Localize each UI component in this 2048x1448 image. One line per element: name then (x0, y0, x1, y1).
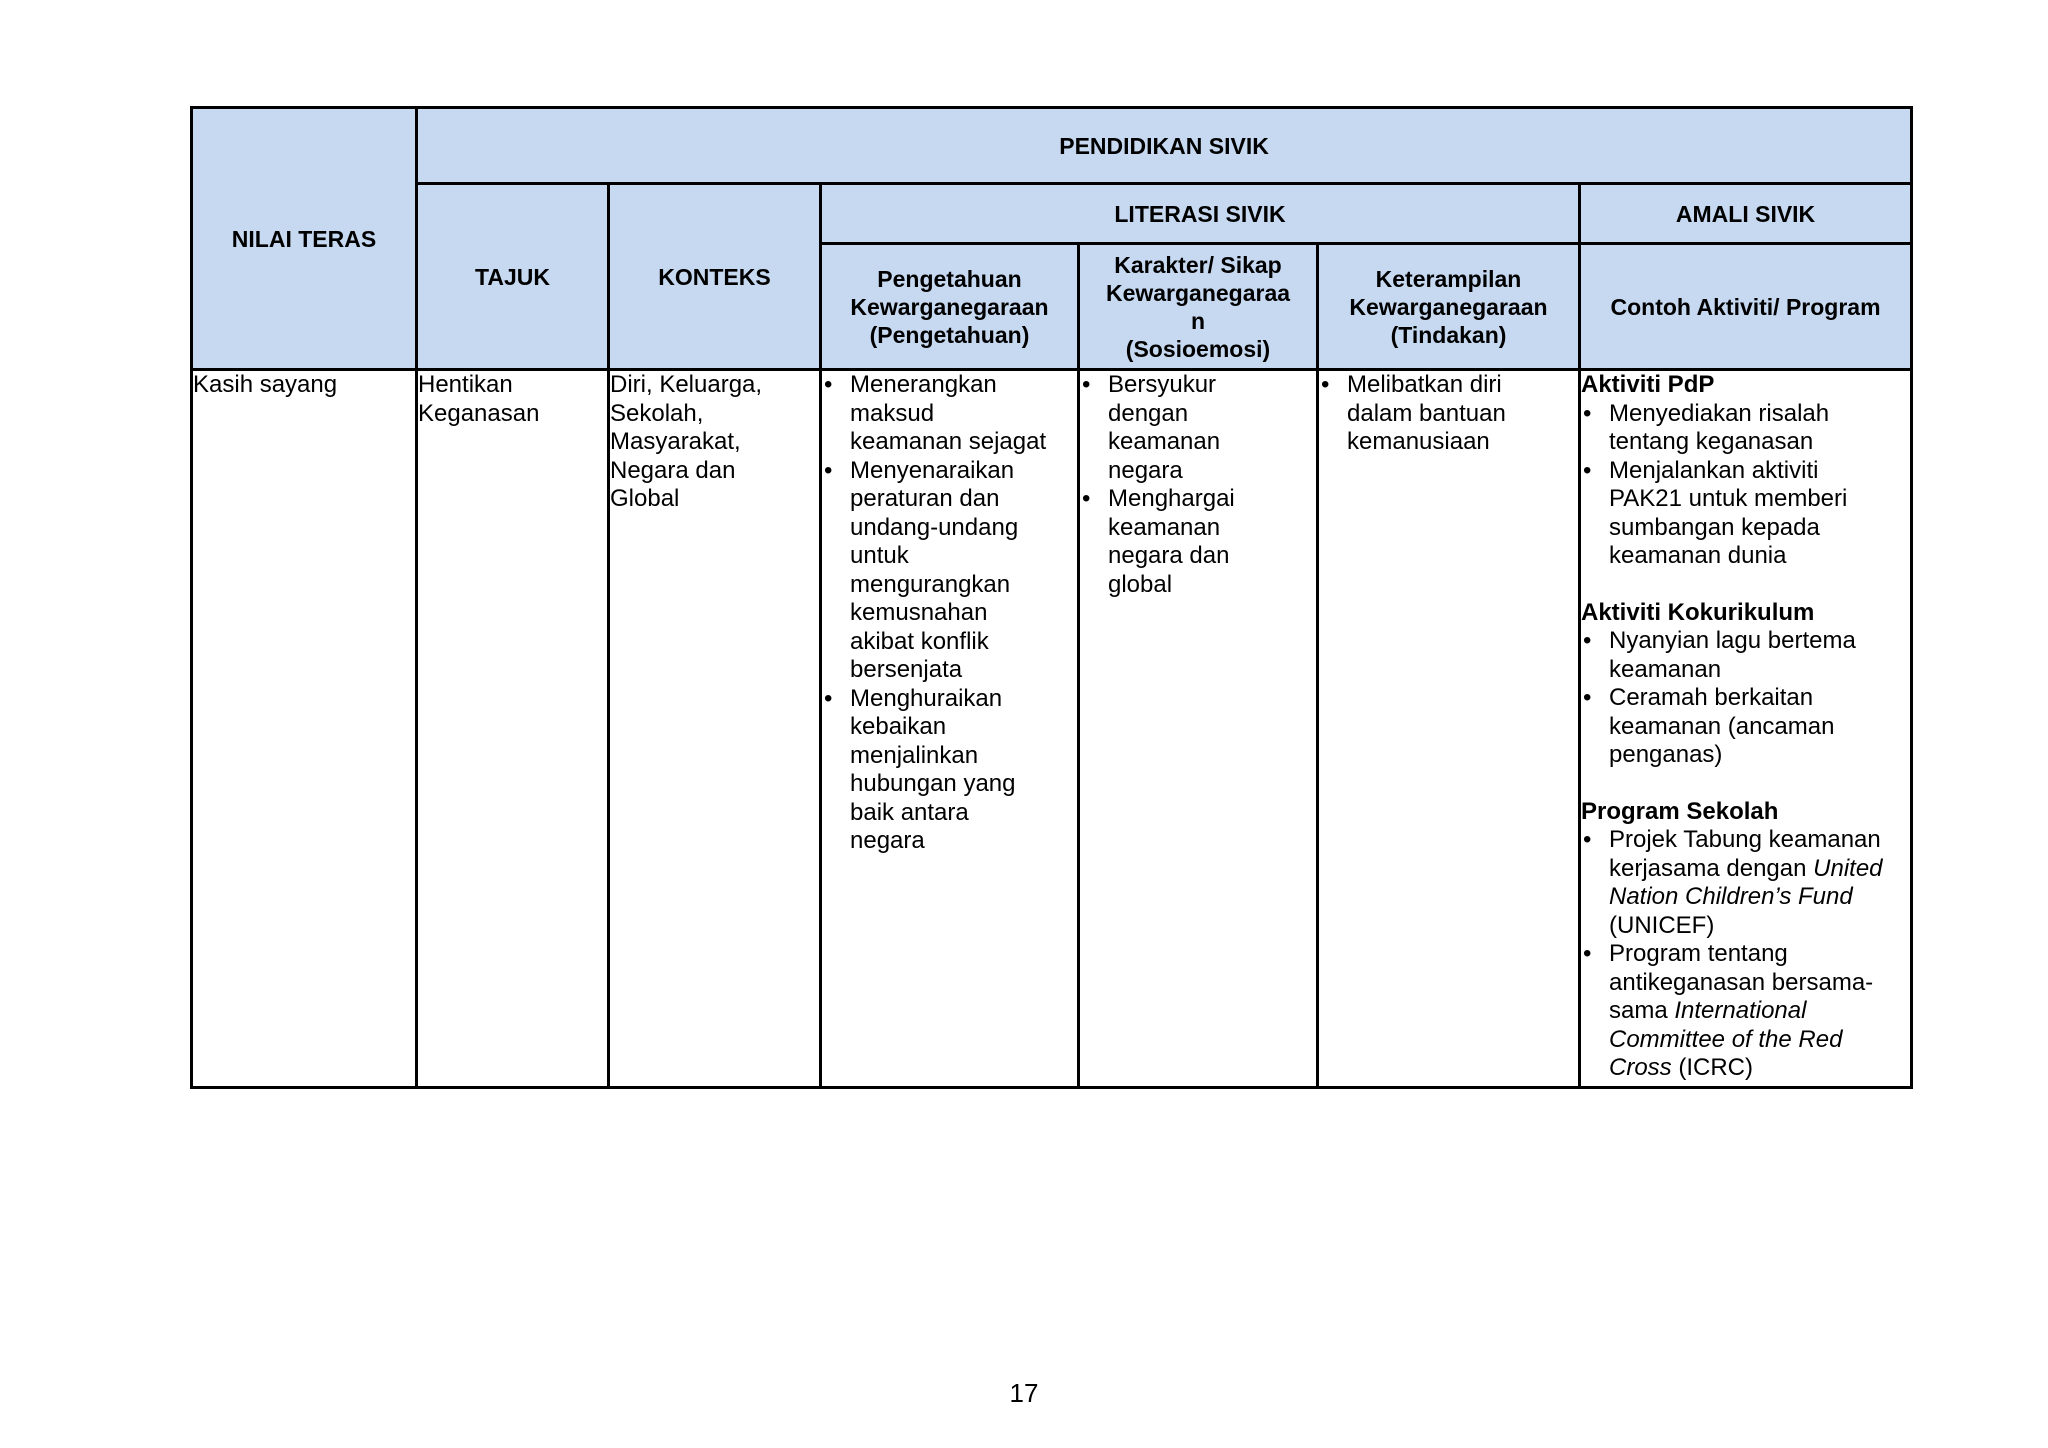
italic-run: Nation Children’s Fund (1609, 883, 1853, 910)
header-line: Pengetahuan (877, 265, 1022, 292)
item-line: antikeganasan bersama- (1609, 968, 1874, 996)
item-line: menjalinkan (850, 741, 979, 769)
item-line: keamanan sejagat (850, 428, 1047, 455)
header-line: Kewarganegaraan (1349, 293, 1548, 320)
item-line (1609, 1054, 1910, 1083)
civics-table (190, 106, 1913, 1089)
item-line: sumbangan kepada (1609, 513, 1820, 541)
item-line: • Menerangkan (850, 371, 997, 398)
item-line: keamanan dunia (1609, 542, 1787, 569)
item-line: dengan (1108, 399, 1189, 427)
italic-run: International (1674, 997, 1807, 1024)
header-karakter (1079, 244, 1318, 370)
nilai-teras-value: Kasih sayang (193, 371, 338, 398)
text-run: kerjasama dengan (1609, 854, 1814, 882)
list-item (1319, 371, 1578, 457)
list-item (1581, 457, 1910, 571)
list-item (1581, 940, 1910, 1083)
item-line: baik antara (850, 798, 969, 826)
item-line: • Program tentang (1609, 940, 1788, 967)
item-line: • Menghuraikan (850, 684, 1003, 712)
list-item (822, 457, 1077, 685)
cell-pengetahuan (821, 370, 1079, 1088)
item-line: • Menyediakan risalah (1609, 399, 1830, 427)
item-line (1609, 997, 1910, 1026)
item-line: • Projek Tabung keamanan (1609, 826, 1881, 853)
item-line: • Nyanyian lagu bertema (1609, 627, 1856, 654)
header-line: Kewarganegaraa (1105, 279, 1291, 306)
header-line: n (1190, 307, 1206, 334)
karakter-list (1080, 371, 1316, 599)
header-pendidikan-sivik: PENDIDIKAN SIVIK (417, 108, 1912, 184)
konteks-line: Diri, Keluarga, (610, 371, 763, 398)
header-line: Karakter/ Sikap (1114, 251, 1282, 278)
item-line: mengurangkan (850, 570, 1011, 598)
text-run: sama (1609, 997, 1675, 1024)
list-item (1080, 485, 1316, 599)
header-line: Keterampilan (1375, 265, 1522, 292)
page-number: 17 (1009, 1378, 1039, 1408)
item-line: keamanan (1609, 655, 1722, 683)
section-heading-pdp: Aktiviti PdP (1581, 371, 1715, 398)
item-line: dalam bantuan (1347, 399, 1506, 427)
header-literasi-sivik: LITERASI SIVIK (821, 184, 1580, 244)
italic-run: Committee of the Red (1609, 1025, 1843, 1053)
header-pengetahuan (821, 244, 1079, 370)
item-line: • Menyenaraikan (850, 456, 1015, 484)
list-item (1581, 627, 1910, 684)
header-line: (Tindakan) (1390, 321, 1507, 348)
item-line: • Ceramah berkaitan (1609, 684, 1814, 711)
item-line: keamanan (ancaman (1609, 712, 1835, 740)
item-line: bersenjata (850, 656, 963, 683)
item-line: global (1108, 570, 1173, 598)
header-line: (Sosioemosi) (1125, 335, 1271, 362)
header-tajuk: TAJUK (417, 184, 609, 370)
cell-karakter (1079, 370, 1318, 1088)
header-line: (Pengetahuan) (869, 321, 1030, 348)
section-spacer (1581, 770, 1910, 798)
konteks-line: Sekolah, (610, 399, 704, 427)
sekolah-list (1581, 826, 1910, 1083)
item-line: • Menghargai (1108, 485, 1235, 512)
item-line: penganas) (1609, 741, 1723, 768)
item-line: kebaikan (850, 713, 947, 740)
section-heading-kokurikulum: Aktiviti Kokurikulum (1581, 598, 1815, 626)
item-line: • Melibatkan diri (1347, 371, 1502, 398)
item-line (1609, 1026, 1910, 1055)
cell-tajuk (417, 370, 609, 1088)
tajuk-line: Hentikan (418, 371, 513, 398)
item-line: negara dan (1108, 542, 1230, 569)
list-item (1581, 400, 1910, 457)
item-line: hubungan yang (850, 770, 1016, 797)
section-spacer (1581, 571, 1910, 599)
item-line: kemusnahan (850, 599, 988, 626)
header-contoh-aktiviti: Contoh Aktiviti/ Program (1580, 244, 1912, 370)
konteks-line: Masyarakat, (610, 428, 741, 455)
section-heading-sekolah: Program Sekolah (1581, 797, 1779, 825)
item-line (1609, 855, 1910, 884)
list-item (1581, 684, 1910, 770)
header-konteks: KONTEKS (609, 184, 821, 370)
italic-run: Cross (1609, 1054, 1672, 1081)
pengetahuan-list (822, 371, 1077, 856)
konteks-line: Negara dan (610, 456, 736, 484)
list-item (822, 371, 1077, 457)
text-run: (ICRC) (1671, 1054, 1753, 1081)
list-item (822, 685, 1077, 856)
cell-keterampilan (1318, 370, 1580, 1088)
item-line: PAK21 untuk memberi (1609, 485, 1848, 512)
item-line: negara (850, 827, 925, 854)
item-line: • Menjalankan aktiviti (1609, 456, 1819, 484)
cell-konteks (609, 370, 821, 1088)
list-item (1581, 826, 1910, 940)
item-line (1609, 883, 1910, 912)
item-line: untuk (850, 542, 909, 569)
konteks-line: Global (610, 485, 680, 512)
header-keterampilan (1318, 244, 1580, 370)
item-line: maksud (850, 399, 935, 427)
item-line: undang-undang (850, 513, 1019, 541)
item-line: kemanusiaan (1347, 428, 1490, 455)
item-line: (UNICEF) (1609, 911, 1715, 939)
tajuk-line: Keganasan (418, 399, 540, 427)
keterampilan-list (1319, 371, 1578, 457)
kokurikulum-list (1581, 627, 1910, 770)
cell-nilai-teras (192, 370, 417, 1088)
italic-run: United (1813, 854, 1883, 882)
item-line: akibat konflik (850, 627, 989, 655)
list-item (1080, 371, 1316, 485)
header-nilai-teras: NILAI TERAS (192, 108, 417, 370)
item-line: keamanan (1108, 428, 1221, 455)
item-line: negara (1108, 456, 1183, 484)
item-line: • Bersyukur (1108, 371, 1217, 398)
item-line: peraturan dan (850, 485, 1000, 512)
item-line: keamanan (1108, 513, 1221, 541)
cell-amali (1580, 370, 1912, 1088)
header-amali-sivik: AMALI SIVIK (1580, 184, 1912, 244)
header-line: Kewarganegaraan (850, 293, 1049, 320)
pdp-list (1581, 400, 1910, 571)
item-line: tentang keganasan (1609, 428, 1814, 455)
